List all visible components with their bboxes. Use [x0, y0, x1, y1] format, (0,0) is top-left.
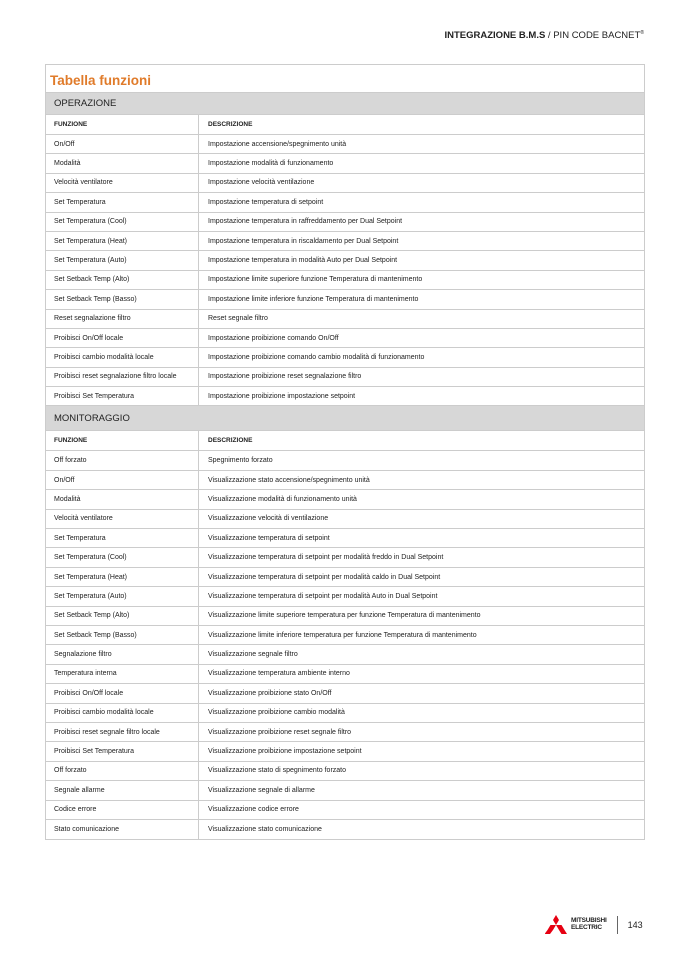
table-row	[46, 387, 644, 406]
description-cell: Impostazione limite inferiore funzione Temperatura di mantenimento	[208, 295, 419, 303]
description-cell: Impostazione temperatura in riscaldamento per Dual Setpoint	[208, 237, 399, 245]
description-cell: Visualizzazione temperatura di setpoint per modalità caldo in Dual Setpoint	[208, 573, 441, 581]
description-cell: Visualizzazione temperatura di setpoint per modalità freddo in Dual Setpoint	[208, 554, 444, 562]
column-header-function: FUNZIONE	[46, 431, 199, 450]
registered-mark: ®	[640, 30, 644, 36]
description-cell: Reset segnale filtro	[208, 315, 268, 323]
footer	[545, 915, 643, 934]
table-row	[46, 529, 644, 548]
table-row	[46, 368, 644, 387]
function-cell: Set Temperatura (Heat)	[46, 568, 199, 586]
table-row	[46, 548, 644, 567]
description-cell: Impostazione temperatura in modalità Auto per Dual Setpoint	[208, 257, 398, 265]
running-header	[444, 30, 644, 41]
table-row	[46, 193, 644, 212]
table-row	[46, 174, 644, 193]
description-cell: Visualizzazione codice errore	[208, 806, 299, 814]
column-header-description: DESCRIZIONE	[208, 437, 253, 445]
function-table	[45, 64, 645, 840]
description-cell: Visualizzazione modalità di funzionamento unità	[208, 495, 357, 503]
table-row	[46, 684, 644, 703]
function-cell: Proibisci reset segnalazione filtro locale	[46, 368, 199, 386]
function-cell: Velocità ventilatore	[46, 510, 199, 528]
table-row	[46, 348, 644, 367]
table-row	[46, 290, 644, 309]
function-cell: Set Setback Temp (Alto)	[46, 271, 199, 289]
footer-divider	[617, 916, 618, 934]
description-cell: Visualizzazione segnale filtro	[208, 651, 298, 659]
table-row	[46, 723, 644, 742]
column-header-function: FUNZIONE	[46, 115, 199, 134]
table-row	[46, 154, 644, 173]
function-cell: Set Temperatura (Auto)	[46, 251, 199, 269]
function-cell: Segnale allarme	[46, 781, 199, 799]
description-cell: Impostazione proibizione comando On/Off	[208, 334, 339, 342]
section-header: OPERAZIONE	[46, 93, 644, 115]
column-header-row	[46, 115, 644, 135]
function-cell: Proibisci reset segnale filtro locale	[46, 723, 199, 741]
table-row	[46, 587, 644, 606]
description-cell: Impostazione proibizione comando cambio modalità di funzionamento	[208, 353, 425, 361]
description-cell: Impostazione accensione/spegnimento unità	[208, 140, 347, 148]
description-cell: Visualizzazione stato di spegnimento forzato	[208, 767, 347, 775]
description-cell: Impostazione temperatura di setpoint	[208, 198, 324, 206]
function-cell: Proibisci On/Off locale	[46, 684, 199, 702]
description-cell: Impostazione limite superiore funzione Temperatura di mantenimento	[208, 276, 423, 284]
header-subsection: / PIN CODE BACNET	[545, 30, 641, 42]
table-row	[46, 251, 644, 270]
description-cell: Impostazione velocità ventilazione	[208, 179, 315, 187]
section-header: MONITORAGGIO	[46, 406, 644, 431]
function-cell: Modalità	[46, 154, 199, 172]
description-cell: Visualizzazione proibizione cambio modalità	[208, 709, 345, 717]
table-row	[46, 781, 644, 800]
description-cell: Visualizzazione stato comunicazione	[208, 826, 322, 834]
function-cell: Set Temperatura (Auto)	[46, 587, 199, 605]
function-cell: Off forzato	[46, 762, 199, 780]
function-cell: Set Temperatura	[46, 193, 199, 211]
description-cell: Visualizzazione limite inferiore temperatura per funzione Temperatura di mantenimento	[208, 631, 477, 639]
table-row	[46, 310, 644, 329]
function-cell: Proibisci cambio modalità locale	[46, 704, 199, 722]
table-row	[46, 451, 644, 470]
table-row	[46, 568, 644, 587]
description-cell: Impostazione proibizione reset segnalazione filtro	[208, 373, 362, 381]
table-row	[46, 271, 644, 290]
brand-line-1: MITSUBISHI	[571, 917, 607, 924]
table-row	[46, 510, 644, 529]
function-cell: Off forzato	[46, 451, 199, 469]
function-cell: Proibisci Set Temperatura	[46, 387, 199, 405]
description-cell: Visualizzazione proibizione stato On/Off	[208, 689, 332, 697]
table-row	[46, 704, 644, 723]
header-section: INTEGRAZIONE B.M.S	[444, 30, 546, 42]
table-row	[46, 471, 644, 490]
function-cell: Codice errore	[46, 801, 199, 819]
function-cell: On/Off	[46, 135, 199, 153]
function-cell: Modalità	[46, 490, 199, 508]
table-row	[46, 820, 644, 839]
table-row	[46, 232, 644, 251]
function-cell: Temperatura interna	[46, 665, 199, 683]
function-cell: Segnalazione filtro	[46, 645, 199, 663]
brand-line-2: ELECTRIC	[571, 923, 602, 931]
table-row	[46, 607, 644, 626]
function-cell: Proibisci cambio modalità locale	[46, 348, 199, 366]
table-row	[46, 742, 644, 761]
function-cell: Reset segnalazione filtro	[46, 310, 199, 328]
function-cell: On/Off	[46, 471, 199, 489]
description-cell: Impostazione temperatura in raffreddamento per Dual Setpoint	[208, 218, 403, 226]
function-cell: Set Temperatura (Cool)	[46, 548, 199, 566]
description-cell: Visualizzazione limite superiore temperatura per funzione Temperatura di mantenimento	[208, 612, 481, 620]
page-number: 143	[627, 919, 643, 930]
table-row	[46, 626, 644, 645]
function-cell: Velocità ventilatore	[46, 174, 199, 192]
function-cell: Set Temperatura	[46, 529, 199, 547]
description-cell: Visualizzazione proibizione impostazione setpoint	[208, 748, 362, 756]
table-row	[46, 665, 644, 684]
function-cell: Set Temperatura (Cool)	[46, 213, 199, 231]
function-cell: Set Setback Temp (Alto)	[46, 607, 199, 625]
description-cell: Spegnimento forzato	[208, 457, 273, 465]
function-cell: Proibisci Set Temperatura	[46, 742, 199, 760]
table-row	[46, 213, 644, 232]
description-cell: Impostazione modalità di funzionamento	[208, 160, 334, 168]
description-cell: Visualizzazione stato accensione/spegnimento unità	[208, 476, 370, 484]
description-cell: Visualizzazione temperatura ambiente interno	[208, 670, 350, 678]
table-title: Tabella funzioni	[46, 65, 644, 93]
description-cell: Impostazione proibizione impostazione setpoint	[208, 392, 356, 400]
column-header-row	[46, 431, 644, 451]
table-row	[46, 762, 644, 781]
description-cell: Visualizzazione temperatura di setpoint	[208, 534, 330, 542]
function-cell: Set Setback Temp (Basso)	[46, 290, 199, 308]
table-row	[46, 645, 644, 664]
table-row	[46, 135, 644, 154]
function-cell: Set Setback Temp (Basso)	[46, 626, 199, 644]
brand-name	[571, 918, 607, 931]
function-cell: Stato comunicazione	[46, 820, 199, 839]
function-cell: Set Temperatura (Heat)	[46, 232, 199, 250]
table-row	[46, 801, 644, 820]
mitsubishi-logo-icon	[545, 915, 567, 934]
description-cell: Visualizzazione proibizione reset segnale filtro	[208, 728, 352, 736]
description-cell: Visualizzazione temperatura di setpoint per modalità Auto in Dual Setpoint	[208, 592, 438, 600]
column-header-description: DESCRIZIONE	[208, 121, 253, 128]
table-row	[46, 329, 644, 348]
table-row	[46, 490, 644, 509]
description-cell: Visualizzazione segnale di allarme	[208, 786, 315, 794]
function-cell: Proibisci On/Off locale	[46, 329, 199, 347]
description-cell: Visualizzazione velocità di ventilazione	[208, 515, 329, 523]
